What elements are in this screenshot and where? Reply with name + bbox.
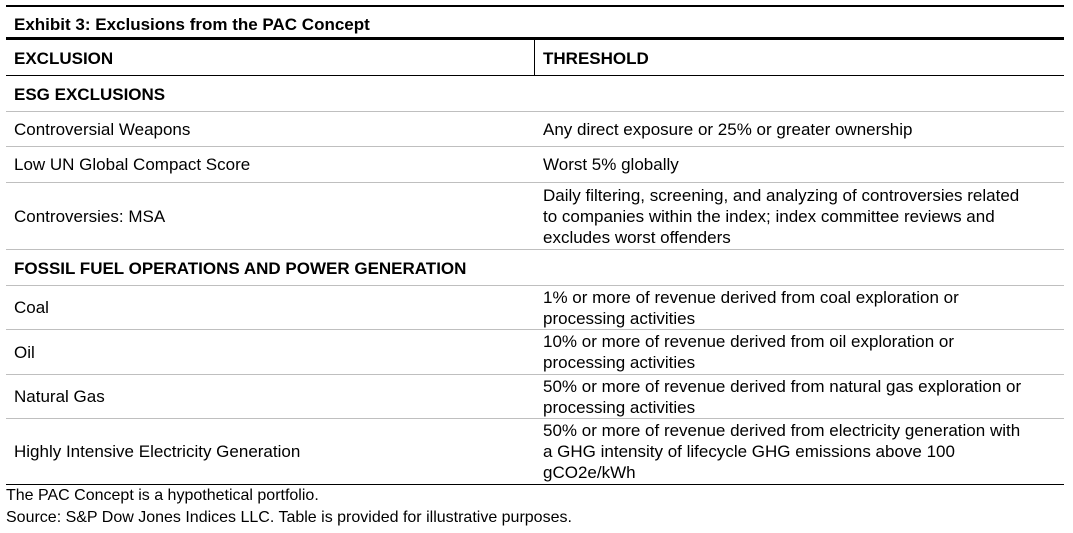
exclusion-cell: Highly Intensive Electricity Generation [14, 442, 301, 461]
exclusion-cell: Controversies: MSA [14, 206, 166, 226]
exhibit-title: Exhibit 3: Exclusions from the PAC Concept [6, 5, 1064, 40]
exclusion-cell: Natural Gas [14, 387, 105, 406]
threshold-cell: Worst 5% globally [543, 155, 679, 174]
threshold-cell: 10% or more of revenue derived from oil exploration or processing activities [543, 332, 955, 372]
exclusion-cell: Oil [14, 342, 35, 362]
threshold-cell: Daily filtering, screening, and analyzing of controversies related to companies within the index; index committee reviews and excludes worst offenders [543, 185, 1020, 247]
exhibit-table [6, 5, 1064, 485]
table-row [6, 375, 1064, 419]
exclusion-cell: Low UN Global Compact Score [14, 155, 251, 174]
threshold-cell: 50% or more of revenue derived from natural gas exploration or processing activities [543, 376, 1022, 417]
threshold-cell: Any direct exposure or 25% or greater ownership [543, 119, 913, 139]
table-row [6, 330, 1064, 375]
threshold-cell: 1% or more of revenue derived from coal exploration or processing activities [543, 287, 959, 328]
table-row [6, 419, 1064, 485]
threshold-cell: 50% or more of revenue derived from electricity generation with a GHG intensity of lifecycle GHG emissions above 100 gCO2e/kWh [543, 421, 1021, 482]
exclusion-cell: Coal [14, 298, 49, 317]
header-threshold: THRESHOLD [543, 49, 649, 68]
footnote-hypothetical: The PAC Concept is a hypothetical portfolio. [6, 487, 319, 504]
table-row [6, 183, 1064, 250]
header-exclusion: EXCLUSION [6, 40, 535, 75]
table-row [6, 147, 1064, 183]
table-header [6, 40, 1064, 76]
section-fossil-fuel: FOSSIL FUEL OPERATIONS AND POWER GENERATION [6, 250, 1064, 286]
table-row [6, 112, 1064, 147]
section-esg-exclusions: ESG EXCLUSIONS [6, 76, 1064, 112]
exclusion-cell: Controversial Weapons [14, 119, 191, 139]
footnote-source: Source: S&P Dow Jones Indices LLC. Table is provided for illustrative purposes. [6, 509, 572, 526]
table-row [6, 286, 1064, 330]
